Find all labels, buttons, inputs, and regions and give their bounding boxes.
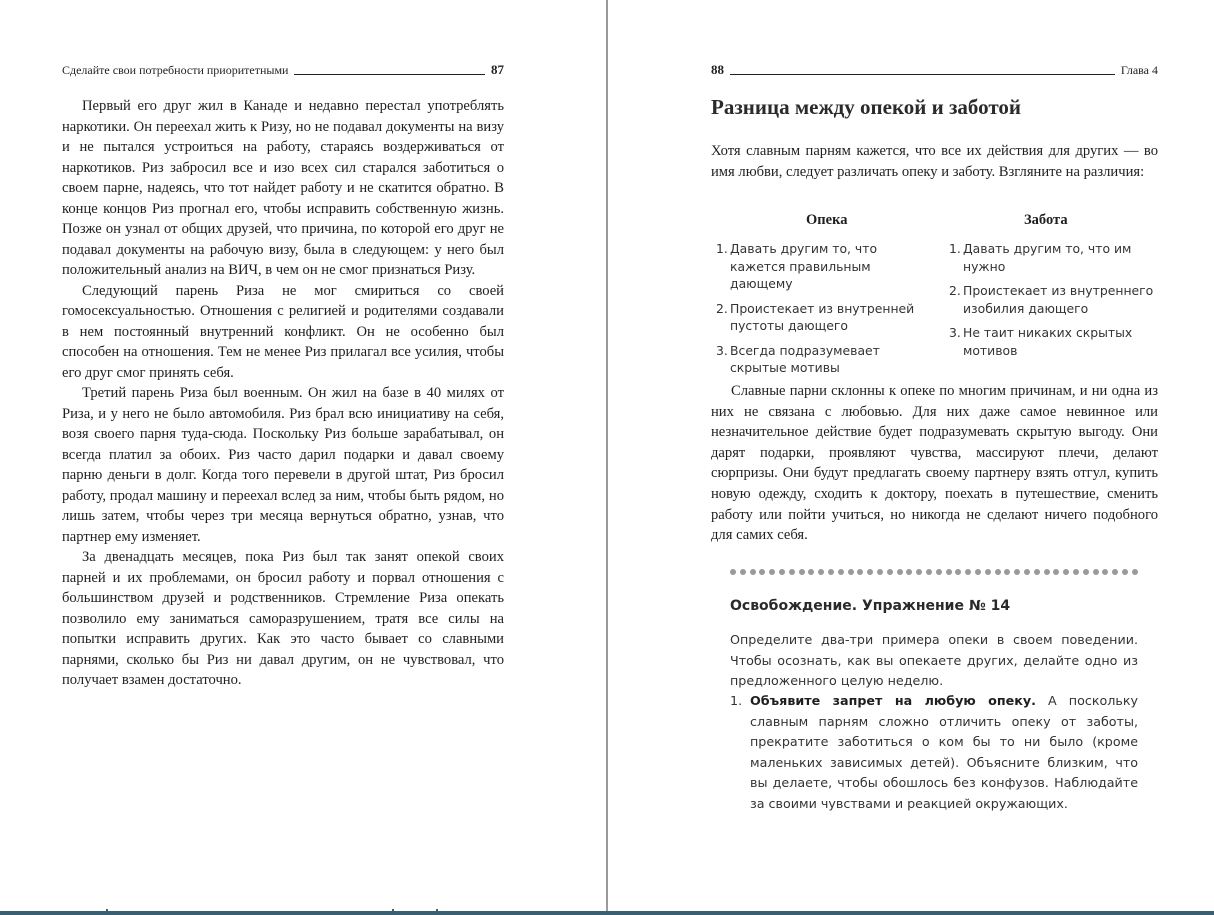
list-item <box>716 240 931 293</box>
divider-dot <box>975 569 981 575</box>
divider-dot <box>789 569 795 575</box>
divider-dot <box>779 569 785 575</box>
divider-dot <box>818 569 824 575</box>
item-text: Давать другим то, что кажется правильным дающему <box>730 241 878 291</box>
item-text: Давать другим то, что им нужно <box>963 241 1132 274</box>
divider-dot <box>916 569 922 575</box>
item-number: 2. <box>949 283 961 298</box>
divider-dot <box>995 569 1001 575</box>
page-number: 87 <box>491 62 504 77</box>
divider-dot <box>897 569 903 575</box>
divider-dot <box>828 569 834 575</box>
divider-dot <box>750 569 756 575</box>
bottom-frame-tick <box>392 909 394 915</box>
item-text <box>750 691 1138 815</box>
item-text: Всегда подразумевает скрытые мотивы <box>730 342 880 375</box>
divider-dot <box>867 569 873 575</box>
divider-dot <box>1053 569 1059 575</box>
divider-dot <box>985 569 991 575</box>
divider-dot <box>946 569 952 575</box>
divider-dot <box>759 569 765 575</box>
column-heading-zabota: Забота <box>1024 212 1068 228</box>
divider-dot <box>1024 569 1030 575</box>
list-item <box>716 300 931 335</box>
zabota-list <box>949 240 1156 366</box>
header-rule <box>730 74 1115 75</box>
divider-dot <box>877 569 883 575</box>
dotted-divider <box>730 566 1138 578</box>
divider-dot <box>1063 569 1069 575</box>
paragraph: Третий парень Риза был военным. Он жил на базе в 40 милях от Риза, и у него не было автомобиля. Риз брал всю инициативу на себя, возя своего парня туда-сюда. Поскольку Риз больше зарабатывал, он всегда платил за обоих. Риз часто дарил подарки и давал своему парню деньги в долг. Когда того перевели в другой штат, Риз бросил работу, продал машину и переехал вслед за ним, чтобы быть рядом, но лишь затем, чтобы через три месяца вернуться обратно, узнав, что партнер ему изменяет. <box>62 385 504 545</box>
divider-dot <box>838 569 844 575</box>
intro-paragraph: Хотя славным парням кажется, что все их действия для других — во имя любви, следует различать опеку и заботу. Взгляните на различия: <box>711 143 1158 180</box>
exercise-intro: Определите два-три примера опеки в своем поведении. Чтобы осознать, как вы опекаете других, делайте одно из предложенного целую неделю. <box>730 632 1138 689</box>
exercise-item <box>730 691 1138 815</box>
page-number: 88 <box>711 62 724 77</box>
exercise-title: Освобождение. Упражнение № 14 <box>730 598 1011 614</box>
paragraph: Следующий парень Риза не мог смириться со своей гомосексуальностью. Отношения с религией и родителями создавали в нем постоянный внутренний конфликт. Он не особенно был способен на отношения. Тем не менее Риз прилагал все усилия, чтобы его друг смог принять себя. <box>62 282 504 381</box>
body-paragraph: Славные парни склонны к опеке по многим причинам, и ни одна из них не связана с любовью. Для них даже самое невинное или незначительное действие будет подразумевать скрытую выгоду. Они дарят подарки, проявляют чувства, массируют плечи, делают сюрпризы. Они будут предлагать своему партнеру взять отгул, купить новую одежду, сходить к доктору, поехать в путешествие, сменить работу или пойти учиться, но никогда не сделают ничего подобного для самих себя. <box>711 383 1158 544</box>
item-body: А поскольку славным парням сложно отличить опеку от заботы, прекратите заботиться о ком бы то ни было (кроме маленьких зависимых детей). Объясните близким, что вы делаете, чтобы обошлось без конфузов. Наблюдайте за своими чувствами и реакцией окружающих. <box>750 693 1138 811</box>
divider-dot <box>906 569 912 575</box>
divider-dot <box>808 569 814 575</box>
item-number: 1. <box>730 693 743 708</box>
column-heading-opeka: Опека <box>806 212 848 228</box>
list-item <box>949 324 1156 359</box>
exercise-box <box>716 566 1138 814</box>
left-page <box>0 0 606 905</box>
paragraph: За двенадцать месяцев, пока Риз был так занят опекой своих парней и их проблемами, он бросил работу и порвал отношения с большинством друзей и родственников. Стремление Риза опекать позволило ему заниматься саморазрушением, тратя все силы на попытки исправить других. Как это часто бывает со славными парнями, сколько бы Риз ни давал другим, он не чувствовал, что получает взамен достаточно. <box>62 549 504 688</box>
running-head <box>62 62 504 78</box>
divider-dot <box>1044 569 1050 575</box>
opeka-list <box>716 240 931 384</box>
divider-dot <box>1102 569 1108 575</box>
bottom-frame-tick <box>436 909 438 915</box>
bottom-frame-tick <box>106 909 108 915</box>
divider-dot <box>1093 569 1099 575</box>
running-head-chapter: Глава 4 <box>1120 63 1158 77</box>
body-text <box>62 96 504 691</box>
divider-dot <box>857 569 863 575</box>
running-head-title: Сделайте свои потребности приоритетными <box>62 63 289 77</box>
divider-dot <box>848 569 854 575</box>
item-number: 3. <box>716 342 728 358</box>
divider-dot <box>1132 569 1138 575</box>
item-number: 1. <box>716 241 728 256</box>
divider-dot <box>965 569 971 575</box>
list-item <box>949 240 1156 275</box>
divider-dot <box>1112 569 1118 575</box>
divider-dot <box>1034 569 1040 575</box>
running-head <box>711 62 1158 78</box>
bottom-frame-bar <box>0 911 1214 915</box>
item-number: 1. <box>949 241 961 256</box>
divider-dot <box>730 569 736 575</box>
item-text: Проистекает из внутреннего изобилия дающего <box>963 283 1154 316</box>
list-item <box>949 282 1156 317</box>
divider-dot <box>936 569 942 575</box>
divider-dot <box>1004 569 1010 575</box>
divider-dot <box>926 569 932 575</box>
item-bold-lead: Объявите запрет на любую опеку. <box>750 693 1036 708</box>
divider-dot <box>1122 569 1128 575</box>
item-number: 2. <box>716 300 728 316</box>
item-number: 3. <box>949 325 961 340</box>
divider-dot <box>1073 569 1079 575</box>
item-text: Не таит никаких скрытых мотивов <box>963 325 1133 358</box>
right-page <box>608 0 1214 905</box>
divider-dot <box>1083 569 1089 575</box>
divider-dot <box>769 569 775 575</box>
list-item <box>716 342 931 377</box>
section-title: Разница между опекой и заботой <box>711 95 1022 119</box>
divider-dot <box>740 569 746 575</box>
divider-dot <box>799 569 805 575</box>
item-text: Проистекает из внутренней пустоты дающего <box>730 300 915 333</box>
paragraph: Первый его друг жил в Канаде и недавно перестал употреблять наркотики. Он переехал жить к Ризу, но не подавал документы на визу и не пытался устроиться на работу, стараясь воздерживаться от наркотиков. Риз забросил все и изо всех сил старался заботиться о своем парне, надеясь, что тот найдет работу и не скатится обратно. В конце концов Риз прогнал его, чтобы исправить собственную жизнь. Позже он узнал от общих друзей, что причина, по которой его друг не подавал документы на рабочую визу, была в следующем: у него был положительный анализ на ВИЧ, в чем он не смог признаться Ризу. <box>62 98 504 278</box>
divider-dot <box>1014 569 1020 575</box>
header-rule <box>294 74 485 75</box>
divider-dot <box>955 569 961 575</box>
divider-dot <box>887 569 893 575</box>
